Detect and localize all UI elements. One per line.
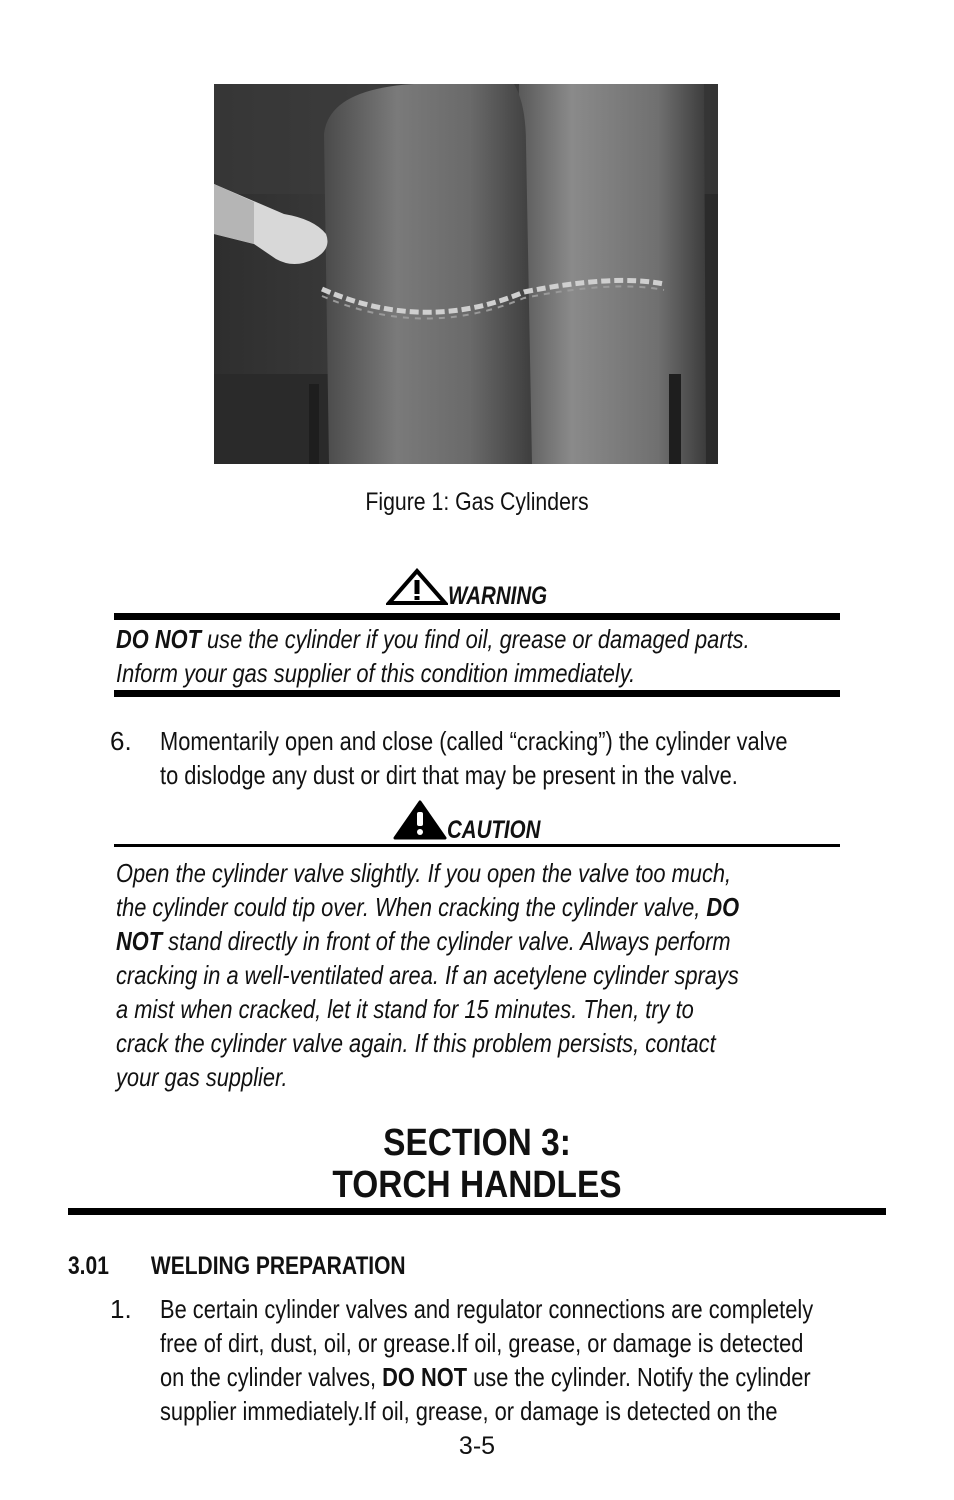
warning-text (116, 622, 750, 690)
step-1-line4: supplier immediately.If oil, grease, or damage is detected on the (160, 1396, 778, 1426)
warning-line1: use the cylinder if you find oil, grease or damaged parts. (200, 624, 750, 654)
section-rule (68, 1208, 886, 1215)
subsection-heading (68, 1252, 406, 1281)
step-1-line2: free of dirt, dust, oil, or grease.If oil, grease, or damage is detected (160, 1328, 804, 1358)
caution-line1: Open the cylinder valve slightly. If you open the valve too much, (116, 858, 732, 888)
step-1 (110, 1292, 900, 1432)
section-title-line2: TORCH HANDLES (332, 1164, 622, 1206)
caution-line7: your gas supplier. (116, 1062, 288, 1092)
section-title-line1: SECTION 3: (383, 1122, 571, 1164)
step-1-line1: Be certain cylinder valves and regulator connections are completely (160, 1294, 814, 1324)
caution-line5: a mist when cracked, let it stand for 15 minutes. Then, try to (116, 994, 694, 1024)
caution-heading (0, 800, 954, 845)
caution-line3: stand directly in front of the cylinder valve. Always perform (162, 926, 731, 956)
caution-line2: the cylinder could tip over. When cracking the cylinder valve, (116, 892, 707, 922)
step-6 (110, 724, 900, 794)
caution-text (116, 856, 739, 1094)
step-6-number: 6. (110, 726, 132, 756)
figure-caption: Figure 1: Gas Cylinders (365, 488, 589, 516)
section-title (0, 1122, 954, 1206)
warning-emphasis: DO NOT (116, 624, 201, 654)
warning-top-rule (114, 613, 840, 620)
caution-rule (114, 844, 840, 847)
warning-line2: Inform your gas supplier of this condition immediately. (116, 658, 636, 688)
step-1-number: 1. (110, 1294, 132, 1324)
caution-label: CAUTION (447, 816, 541, 844)
step-1-line3c: use the cylinder. Notify the cylinder (467, 1362, 811, 1392)
warning-bottom-rule (114, 690, 840, 697)
step-1-emphasis: DO NOT (382, 1362, 468, 1392)
caution-triangle-icon (393, 800, 447, 845)
page-number: 3-5 (458, 1432, 496, 1460)
step-6-line2: to dislodge any dust or dirt that may be present in the valve. (160, 760, 738, 790)
gas-cylinders-photo (214, 84, 718, 464)
warning-heading (0, 568, 954, 611)
caution-line6: crack the cylinder valve again. If this problem persists, contact (116, 1028, 716, 1058)
subsection-number: 3.01 (68, 1252, 109, 1280)
step-6-line1: Momentarily open and close (called “cracking”) the cylinder valve (160, 726, 788, 756)
caution-emphasis-not: NOT (116, 926, 163, 956)
warning-triangle-icon (386, 568, 448, 611)
subsection-title: WELDING PREPARATION (150, 1252, 406, 1280)
caution-emphasis-do: DO (706, 892, 740, 922)
caution-line4: cracking in a well-ventilated area. If an acetylene cylinder sprays (116, 960, 739, 990)
step-1-line3a: on the cylinder valves, (160, 1362, 383, 1392)
warning-label: WARNING (447, 582, 547, 610)
